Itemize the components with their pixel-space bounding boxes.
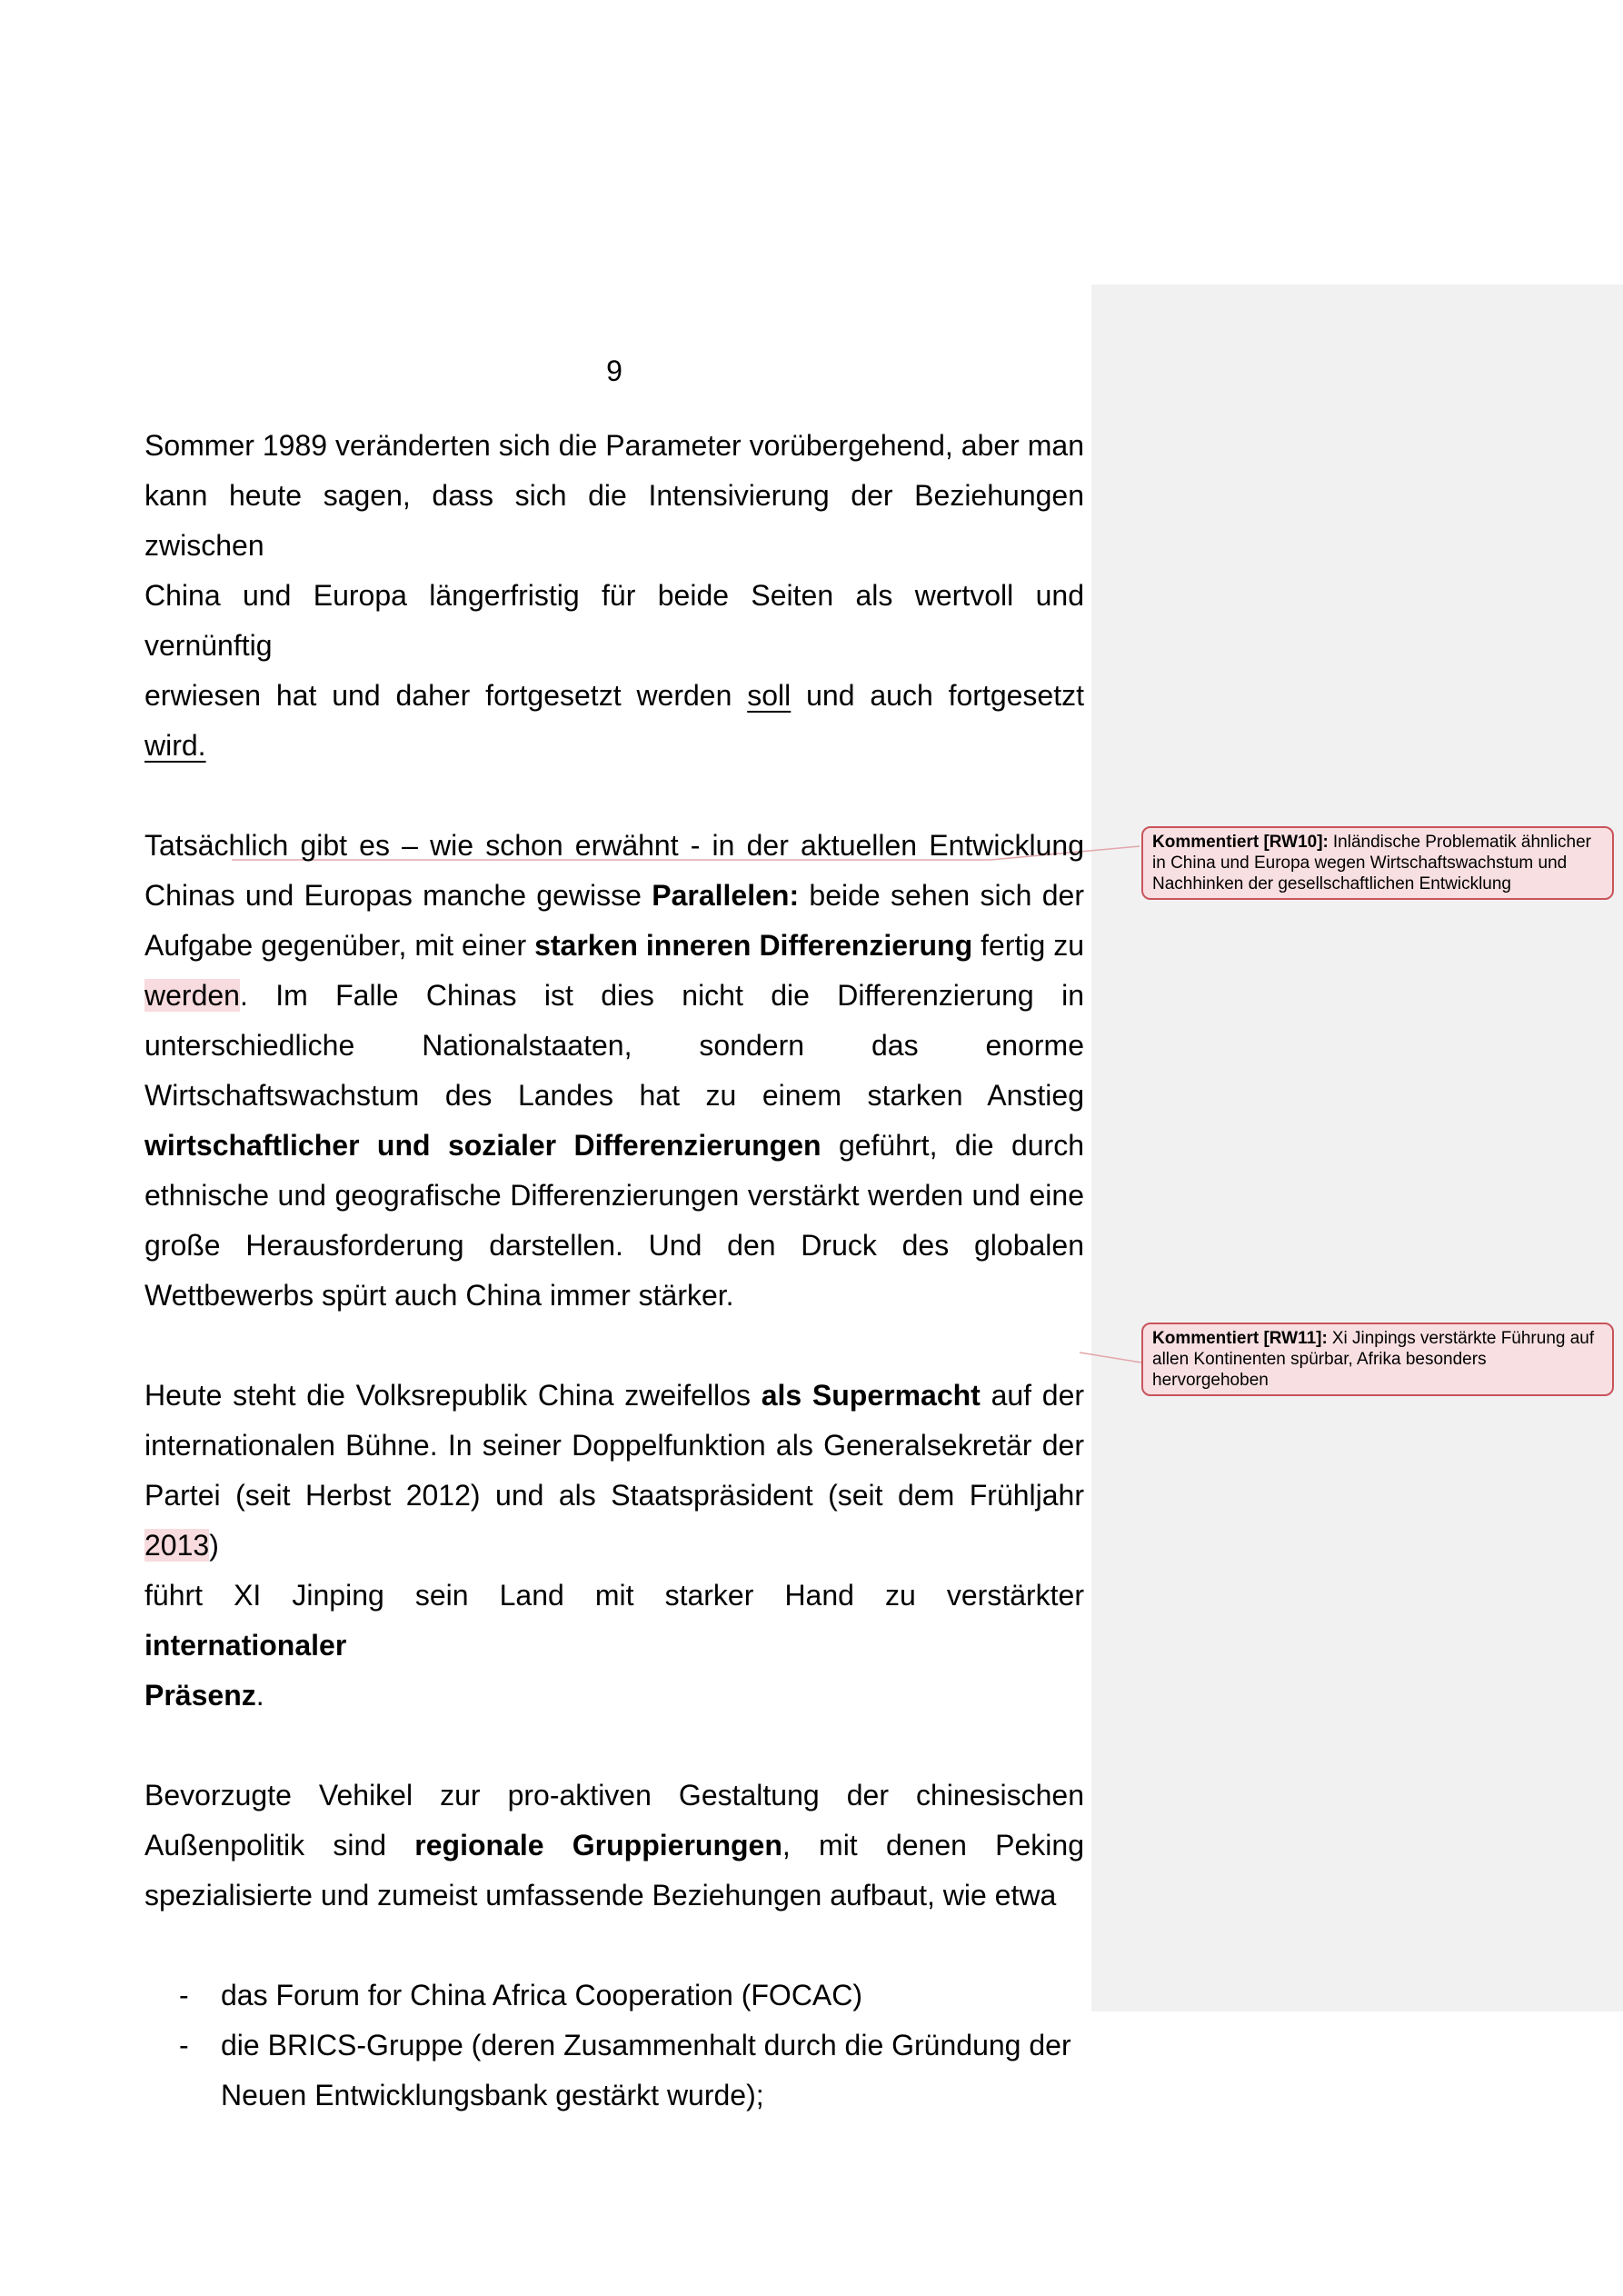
text-segment: Aufgabe gegenüber, mit einer xyxy=(144,929,535,962)
text-segment: internationaler xyxy=(144,1629,347,1662)
text-segment: beide sehen sich der xyxy=(799,879,1085,912)
text-segment: Wirtschaftswachstum des Landes hat zu einem starken Anstieg xyxy=(144,1079,1084,1112)
text-segment: . Im Falle Chinas ist dies nicht die Differenzierung in xyxy=(239,979,1084,1012)
comment-box-rw11[interactable] xyxy=(1141,1323,1614,1396)
text-segment: , mit denen Peking xyxy=(782,1829,1085,1862)
text-segment: wird. xyxy=(144,729,206,762)
text-line: Neuen Entwicklungsbank gestärkt wurde); xyxy=(221,2079,764,2111)
text-line xyxy=(144,1271,1084,1321)
text-line xyxy=(144,1021,1084,1071)
paragraph xyxy=(144,421,1084,771)
text-line xyxy=(144,1471,1084,1571)
highlighted-text: werden xyxy=(144,979,240,1012)
text-line: die BRICS-Gruppe (deren Zusammenhalt durch die Gründung der xyxy=(221,2029,1071,2061)
text-segment: geführt, die durch xyxy=(821,1129,1084,1162)
text-segment: ethnische und geografische Differenzierungen verstärkt werden und eine xyxy=(144,1179,1084,1212)
comments-panel xyxy=(1091,285,1623,2011)
comment-text: Inländische Problematik ähnlicher in China und Europa wegen Wirtschaftswachstum und Nachhinken der gesellschaftlichen Entwicklung xyxy=(1152,833,1591,893)
text-line xyxy=(144,1671,1084,1721)
text-segment: Chinas und Europas manche gewisse xyxy=(144,879,652,912)
text-segment: Sommer 1989 veränderten sich die Parameter vorübergehend, aber man xyxy=(144,429,1084,462)
text-line xyxy=(144,1121,1084,1171)
text-segment: Heute steht die Volksrepublik China zweifellos xyxy=(144,1379,762,1412)
text-line xyxy=(144,1371,1084,1421)
text-line xyxy=(144,571,1084,671)
list-item-text xyxy=(221,1971,1084,2021)
list-item xyxy=(144,2021,1084,2121)
text-segment: als Supermacht xyxy=(761,1379,981,1412)
text-segment: kann heute sagen, dass sich die Intensivierung der Beziehungen zwischen xyxy=(144,479,1084,562)
text-segment: große Herausforderung darstellen. Und den Druck des globalen xyxy=(144,1229,1084,1262)
text-line xyxy=(144,1771,1084,1821)
list-item-text xyxy=(221,2021,1084,2121)
text-segment: starken inneren Differenzierung xyxy=(534,929,973,962)
bullet-list xyxy=(144,1971,1084,2121)
text-line xyxy=(144,421,1084,471)
comment-text: Xi Jinpings verstärkte Führung auf allen Kontinenten spürbar, Afrika besonders hervorgehoben xyxy=(1152,1329,1595,1390)
list-marker: - xyxy=(179,1979,189,2011)
text-line xyxy=(144,921,1084,971)
text-line: das Forum for China Africa Cooperation (FOCAC) xyxy=(221,1979,863,2011)
text-line xyxy=(144,821,1084,871)
text-segment: internationalen Bühne. In seiner Doppelfunktion als Generalsekretär der xyxy=(144,1429,1084,1462)
list-marker: - xyxy=(179,2029,189,2061)
text-segment: Präsenz xyxy=(144,1679,256,1712)
text-segment: Außenpolitik sind xyxy=(144,1829,415,1862)
paragraph xyxy=(144,1371,1084,1721)
text-segment: führt XI Jinping sein Land mit starker Hand zu verstärkter xyxy=(144,1579,1084,1612)
text-segment: auf der xyxy=(980,1379,1085,1412)
text-line xyxy=(144,671,1084,771)
text-segment: und auch fortgesetzt xyxy=(791,679,1085,712)
text-segment: . xyxy=(255,1679,264,1712)
document-body xyxy=(144,421,1084,2121)
text-segment: Bevorzugte Vehikel zur pro-aktiven Gestaltung der chinesischen xyxy=(144,1779,1084,1812)
text-line xyxy=(144,471,1084,571)
paragraph xyxy=(144,821,1084,1321)
comment-label: Kommentiert [RW11]: xyxy=(1152,1329,1328,1348)
page-number: 9 xyxy=(606,354,622,387)
text-segment: Parallelen: xyxy=(652,879,800,912)
text-segment: ) xyxy=(209,1529,219,1562)
text-line xyxy=(144,1421,1084,1471)
highlighted-text: 2013 xyxy=(144,1529,210,1562)
text-line xyxy=(144,1221,1084,1271)
text-segment: Wettbewerbs spürt auch China immer stärker. xyxy=(144,1279,734,1312)
text-segment: China und Europa längerfristig für beide Seiten als wertvoll und vernünftig xyxy=(144,579,1084,662)
text-line xyxy=(144,1071,1084,1121)
text-line xyxy=(144,1821,1084,1871)
comment-label: Kommentiert [RW10]: xyxy=(1152,833,1329,852)
text-segment: Partei (seit Herbst 2012) und als Staatspräsident (seit dem Frühljahr xyxy=(144,1479,1084,1512)
paragraph xyxy=(144,1771,1084,1921)
text-line xyxy=(144,1171,1084,1221)
text-segment: wirtschaftlicher und sozialer Differenzierungen xyxy=(144,1129,821,1162)
text-line xyxy=(144,971,1084,1021)
text-segment: regionale Gruppierungen xyxy=(414,1829,782,1862)
comment-box-rw10[interactable] xyxy=(1141,826,1614,900)
text-segment: spezialisierte und zumeist umfassende Beziehungen aufbaut, wie etwa xyxy=(144,1879,1057,1912)
text-line xyxy=(144,1871,1084,1921)
text-segment: soll xyxy=(747,679,792,712)
text-line xyxy=(144,871,1084,921)
text-segment: Tatsächlich gibt es – wie schon erwähnt - in der aktuellen Entwicklung xyxy=(144,829,1084,862)
text-line xyxy=(144,1571,1084,1671)
text-segment: erwiesen hat und daher fortgesetzt werden xyxy=(144,679,748,712)
list-item xyxy=(144,1971,1084,2021)
text-segment: unterschiedliche Nationalstaaten, sondern das enorme xyxy=(144,1029,1084,1062)
text-segment: fertig zu xyxy=(972,929,1085,962)
